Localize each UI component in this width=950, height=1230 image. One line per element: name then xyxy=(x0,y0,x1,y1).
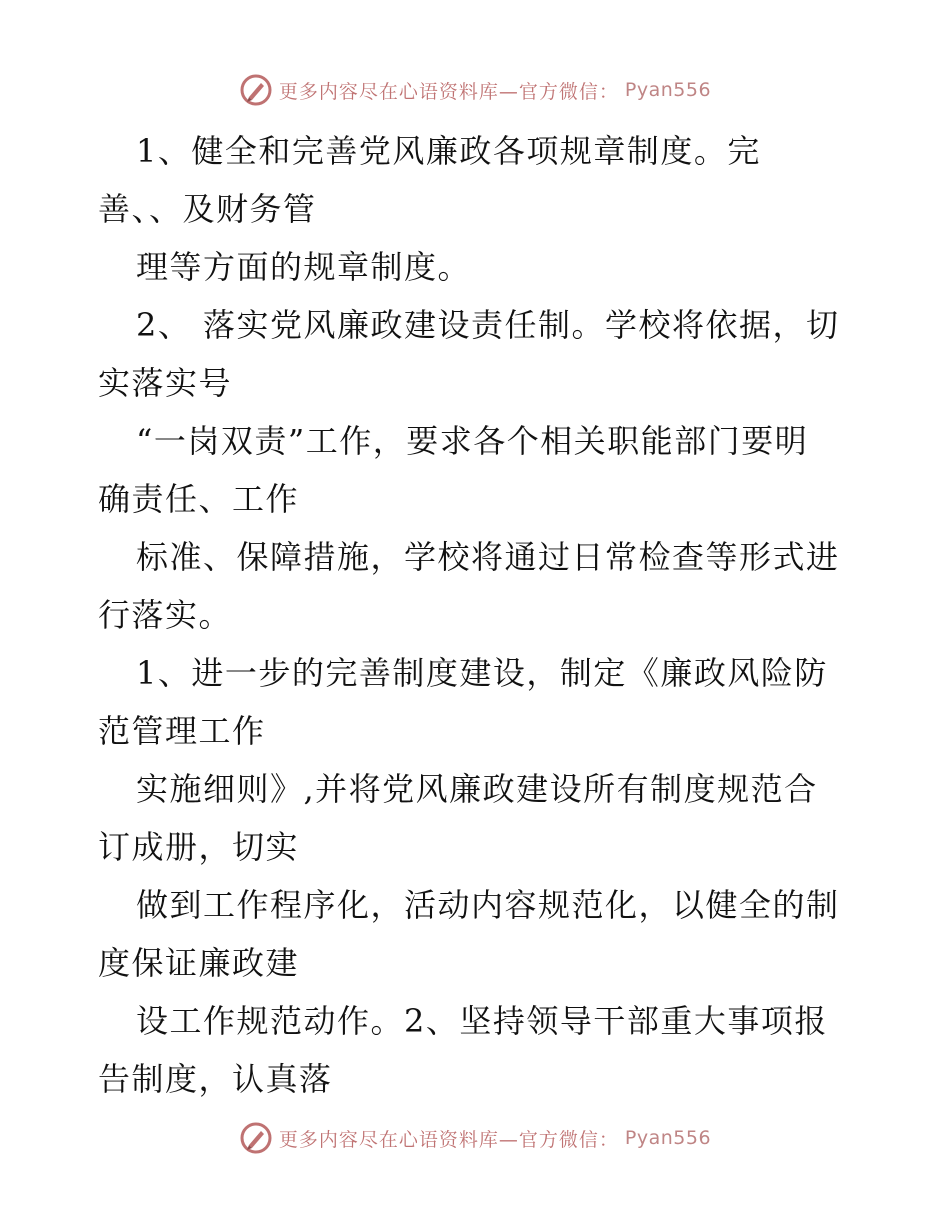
body-line: 实落实号 xyxy=(98,364,233,402)
body-line: 做到工作程序化，活动内容规范化，以健全的制 xyxy=(136,886,840,924)
body-line: 1、进一步的完善制度建设，制定《廉政风险防 xyxy=(136,654,828,692)
body-line: 订成册，切实 xyxy=(98,828,300,866)
watermark-text: 更多内容尽在心语资料库—官方微信： xyxy=(278,1128,619,1151)
body-line: 设工作规范动作。2、坚持领导干部重大事项报 xyxy=(136,1002,828,1040)
body-line: 度保证廉政建 xyxy=(98,944,300,982)
header-watermark xyxy=(0,70,950,110)
body-line: “一岗双责”工作，要求各个相关职能部门要明 xyxy=(136,422,809,460)
document-body xyxy=(98,122,858,1108)
body-line: 1、健全和完善党风廉政各项规章制度。完 xyxy=(136,132,761,170)
body-line: 标准、保障措施，学校将通过日常检查等形式进 xyxy=(136,538,840,576)
watermark-text: 更多内容尽在心语资料库—官方微信： xyxy=(278,80,619,103)
pen-logo-icon xyxy=(239,1121,273,1155)
watermark-contact: Pyan556 xyxy=(624,79,712,101)
pen-logo-icon xyxy=(239,73,273,107)
body-line: 善、、及财务管 xyxy=(98,190,317,228)
body-line: 行落实。 xyxy=(98,596,233,634)
body-line: 实施细则》,并将党风廉政建设所有制度规范合 xyxy=(136,770,818,808)
body-line: 范管理工作 xyxy=(98,712,266,750)
body-line: 告制度，认真落 xyxy=(98,1060,333,1098)
footer-watermark xyxy=(0,1118,950,1158)
watermark-contact: Pyan556 xyxy=(624,1127,712,1149)
body-line: 2、 落实党风廉政建设责任制。学校将依据，切 xyxy=(136,306,840,344)
body-line: 理等方面的规章制度。 xyxy=(136,248,472,286)
body-line: 确责任、工作 xyxy=(98,480,300,518)
